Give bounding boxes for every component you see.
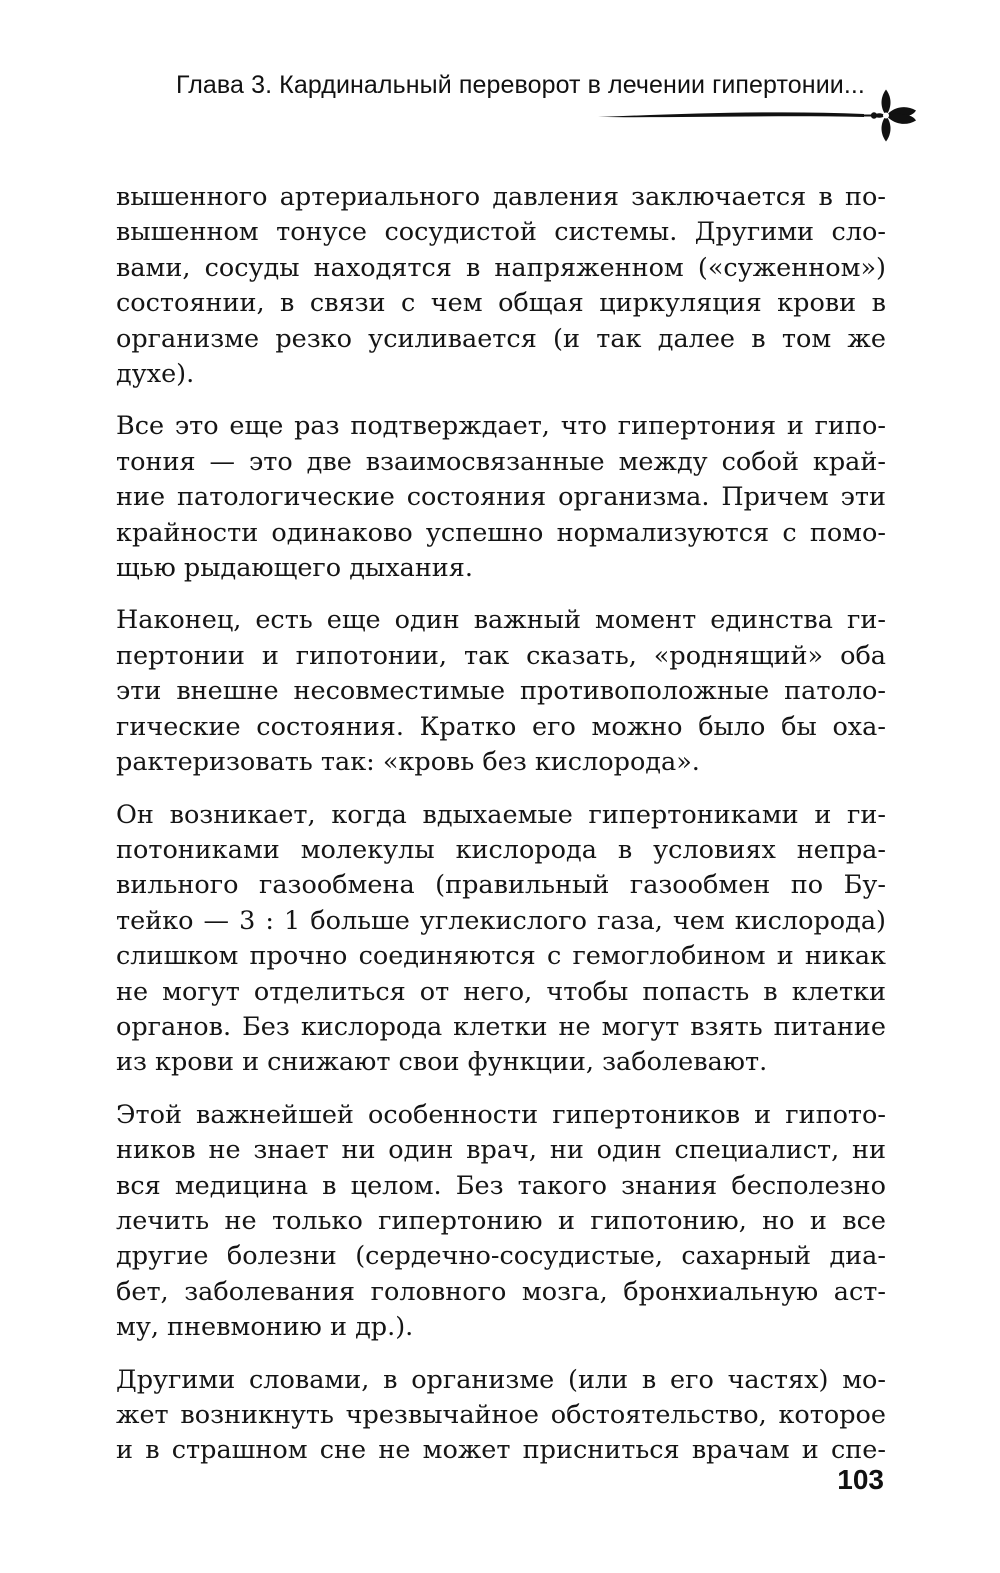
paragraph [116,798,886,1081]
text-line: крайности одинаково успешно нормализуются с помо- [116,517,886,548]
paragraph [116,180,886,392]
text-line: вильного газообмена (правильный газообмен по Бу- [116,870,886,901]
text-line: ников не знает ни один врач, ни один специалист, ни [116,1135,886,1166]
text-line: не могут отделиться от него, чтобы попасть в клетки [116,976,886,1007]
text-line: духе). [116,359,195,390]
paragraph [116,1098,886,1346]
text-line: и в страшном сне не может присниться врачам и спе- [116,1435,886,1466]
text-line: тония — это две взаимосвязанные между собой край- [116,446,886,477]
text-line: пертонии и гипотонии, так сказать, «роднящий» оба [116,640,886,671]
text-line: Все это еще раз подтверждает, что гипертония и гипо- [116,411,886,442]
text-line: вами, сосуды находятся в напряженном («суженном») [116,252,886,283]
text-line: Другими словами, в организме (или в его частях) мо- [116,1364,886,1395]
text-line: вся медицина в целом. Без такого знания бесполезно [116,1170,886,1201]
text-line: тейко — 3 : 1 больше углекислого газа, чем кислорода) [116,905,886,936]
text-line: другие болезни (сердечно-сосудистые, сахарный диа- [116,1241,886,1272]
paragraph [116,1363,886,1469]
body-text [116,180,886,1486]
page-number: 103 [837,1464,884,1495]
paragraph [116,603,886,780]
text-line: вышенного артериального давления заключается в по- [116,182,886,212]
running-head: Глава 3. Кардинальный переворот в лечении гипертонии... [176,71,865,99]
text-line: щью рыдающего дыхания. [116,553,473,584]
text-line: органов. Без кислорода клетки не могут взять питание [116,1011,886,1042]
text-line: Он возникает, когда вдыхаемые гипертониками и ги- [116,799,886,830]
fleuron-ornament-icon [596,84,926,148]
text-line: Наконец, есть еще один важный момент единства ги- [116,605,886,636]
text-line: ние патологические состояния организма. Причем эти [116,482,886,513]
text-line: лечить не только гипертонию и гипотонию, но и все [116,1205,886,1236]
text-line: бет, заболевания головного мозга, бронхиальную аст- [116,1276,886,1307]
text-line: му, пневмонию и др.). [116,1312,414,1343]
paragraph [116,409,886,586]
text-line: жет возникнуть чрезвычайное обстоятельство, которое [116,1400,886,1430]
text-line: гические состояния. Кратко его можно было бы оха- [116,711,886,742]
text-line: эти внешне несовместимые противоположные патоло- [116,676,886,707]
text-line: рактеризовать так: «кровь без кислорода». [116,747,700,778]
text-line: вышенном тонусе сосудистой системы. Другими сло- [116,217,886,248]
text-line: потониками молекулы кислорода в условиях непра- [116,834,886,865]
text-line: из крови и снижают свои функции, заболевают. [116,1047,768,1078]
text-line: состоянии, в связи с чем общая циркуляция крови в [116,288,886,319]
text-line: слишком прочно соединяются с гемоглобином и никак [116,941,886,972]
text-line: организме резко усиливается (и так далее в том же [116,323,886,354]
text-line: Этой важнейшей особенности гипертоников и гипото- [116,1099,886,1130]
